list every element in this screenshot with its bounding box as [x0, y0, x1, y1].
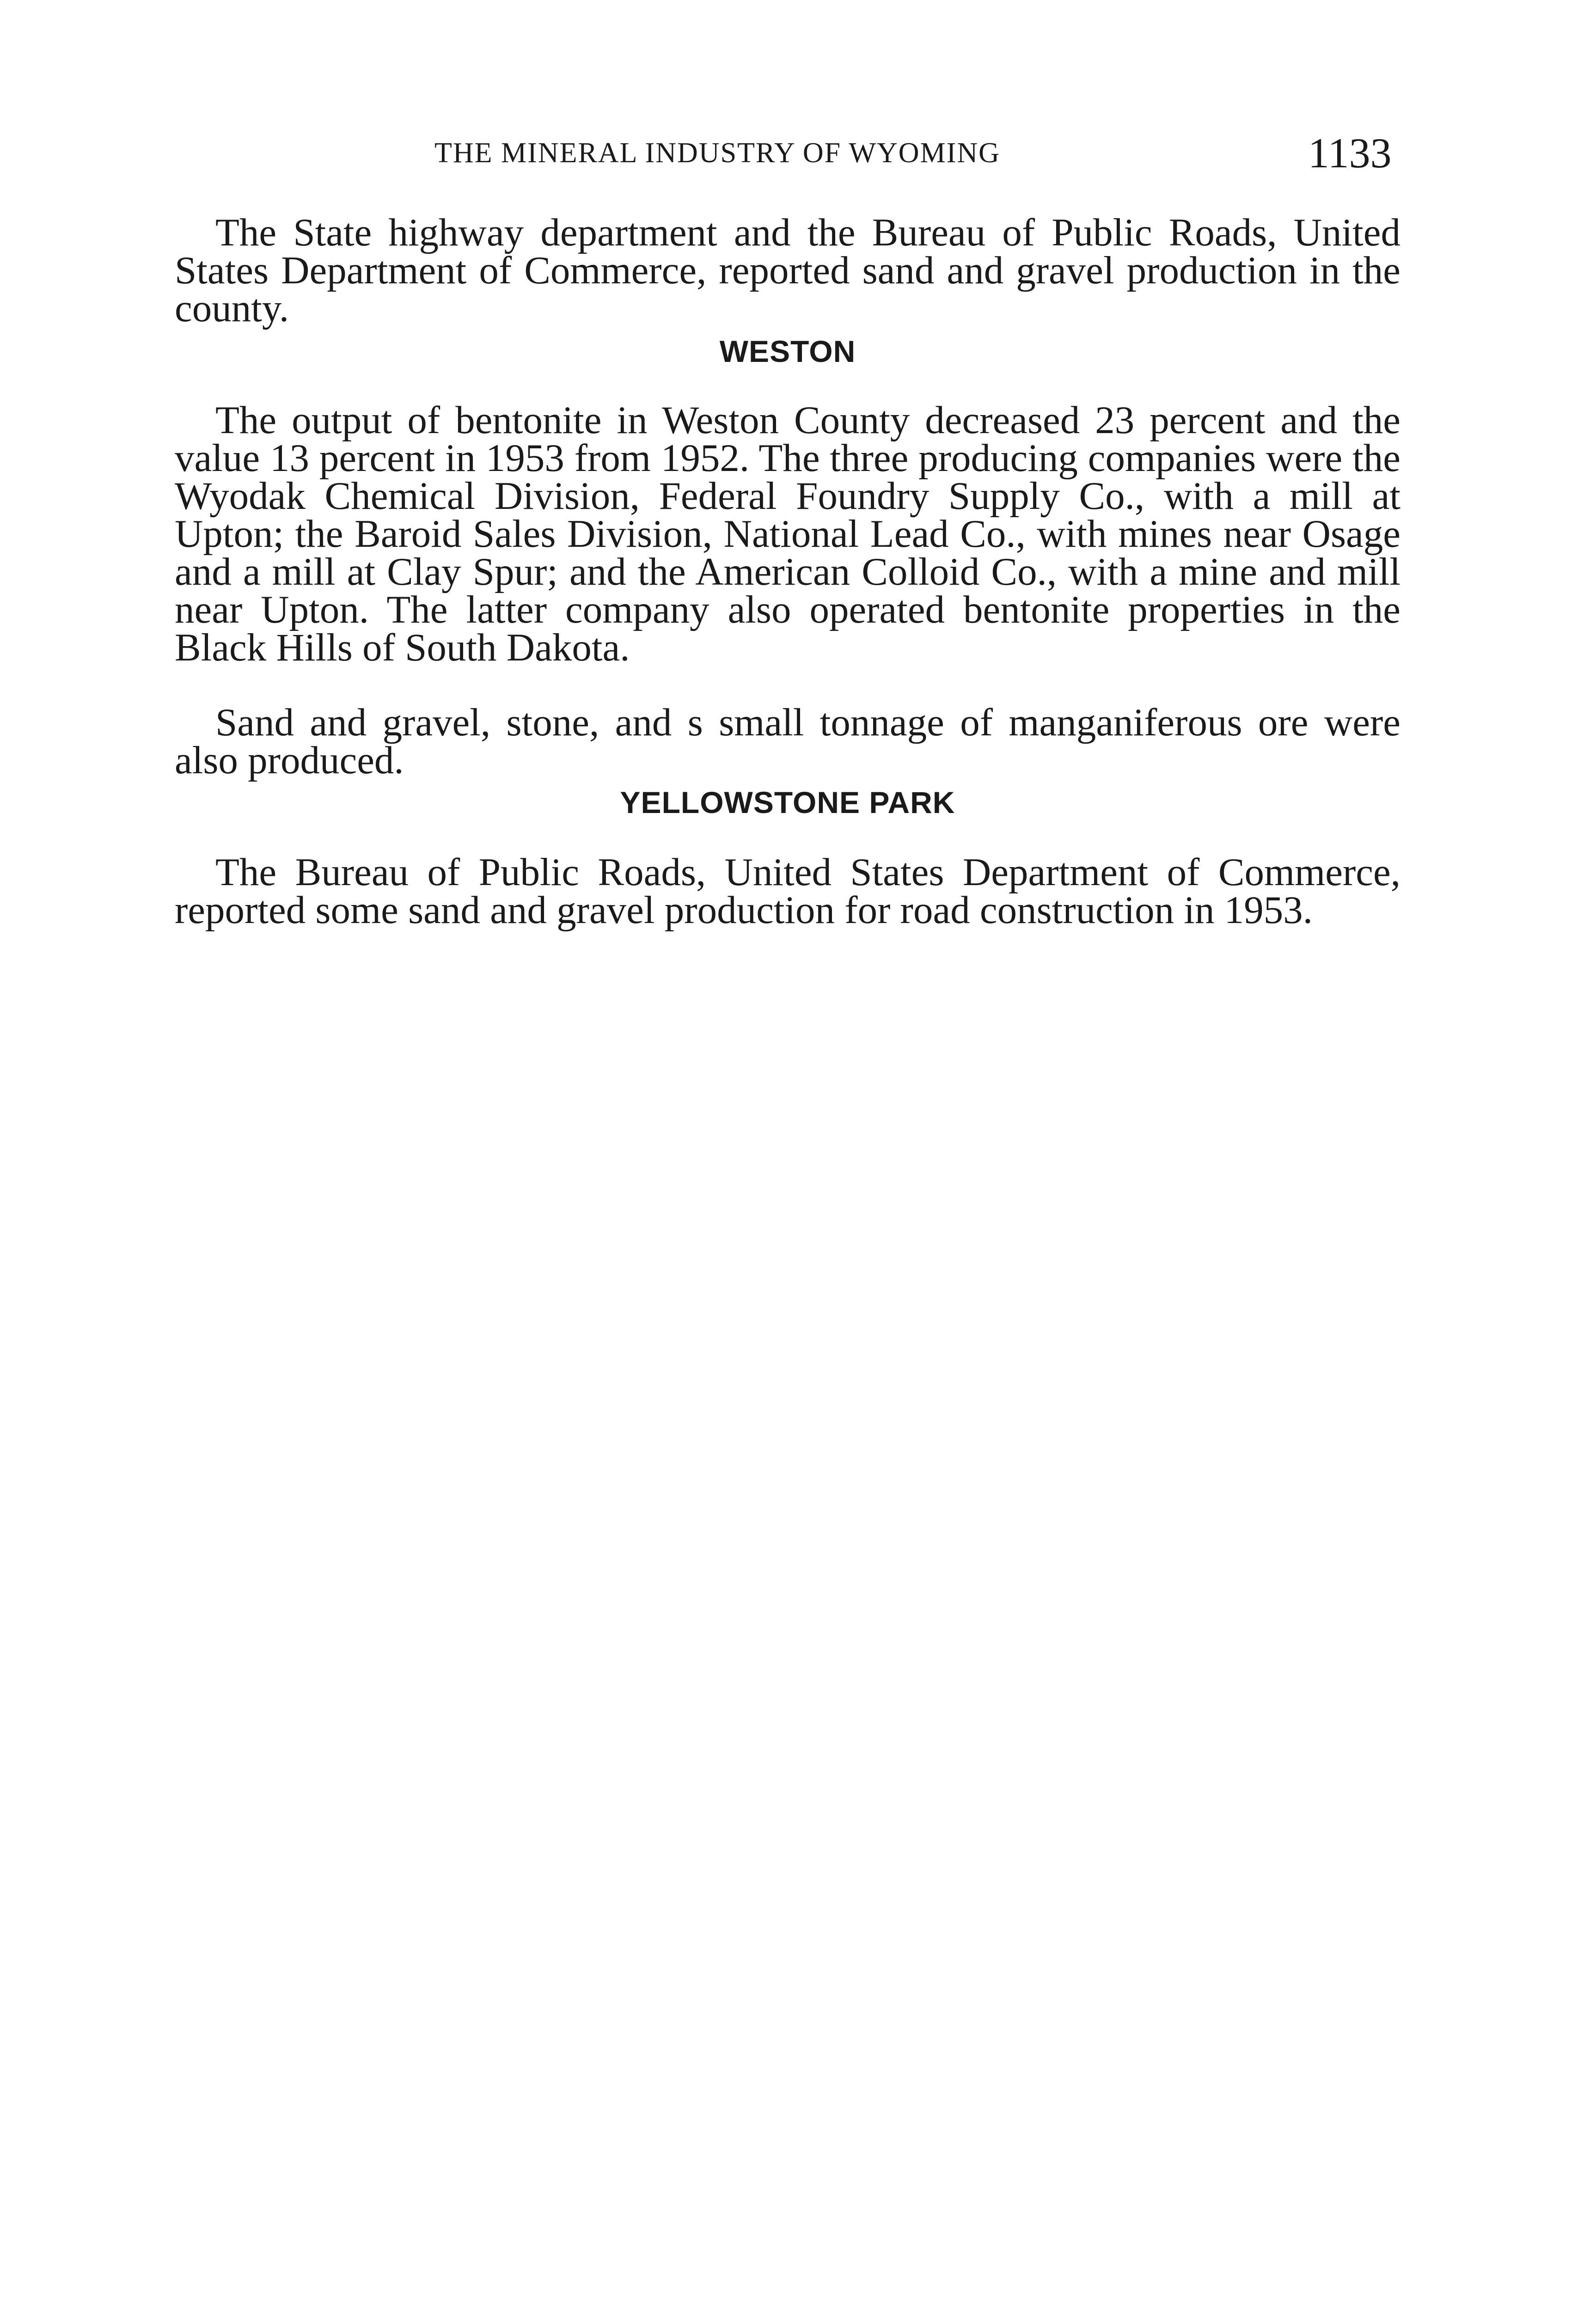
paragraph-highway-department: The State highway department and the Bureau of Public Roads, United States Department of Commerce, reported sand and gravel production in the county.	[175, 211, 1400, 330]
section-heading-weston: WESTON	[719, 334, 856, 368]
section-heading-yellowstone-park: YELLOWSTONE PARK	[620, 785, 955, 819]
page-number: 1133	[1308, 129, 1392, 177]
running-head-title: THE MINERAL INDUSTRY OF WYOMING	[434, 137, 1000, 169]
paragraph-weston-bentonite: The output of bentonite in Weston County decreased 23 percent and the value 13 percent in 1953 from 1952. The three producing companies were the Wyodak Chemical Division, Federal Foundry Supply Co., with a mill at Upton; the Baroid Sales Division, National Lead Co., with mines near Osage and a mill at Clay Spur; and the American Colloid Co., with a mine and mill near Upton. The latter company also operated bentonite properties in the Black Hills of South Dakota.	[175, 398, 1400, 669]
paragraph-yellowstone-roads: The Bureau of Public Roads, United States Department of Commerce, reported some sand and gravel production for road construction in 1953.	[175, 850, 1400, 932]
paragraph-weston-other-minerals: Sand and gravel, stone, and s small tonnage of manganiferous ore were also produced.	[175, 701, 1400, 782]
